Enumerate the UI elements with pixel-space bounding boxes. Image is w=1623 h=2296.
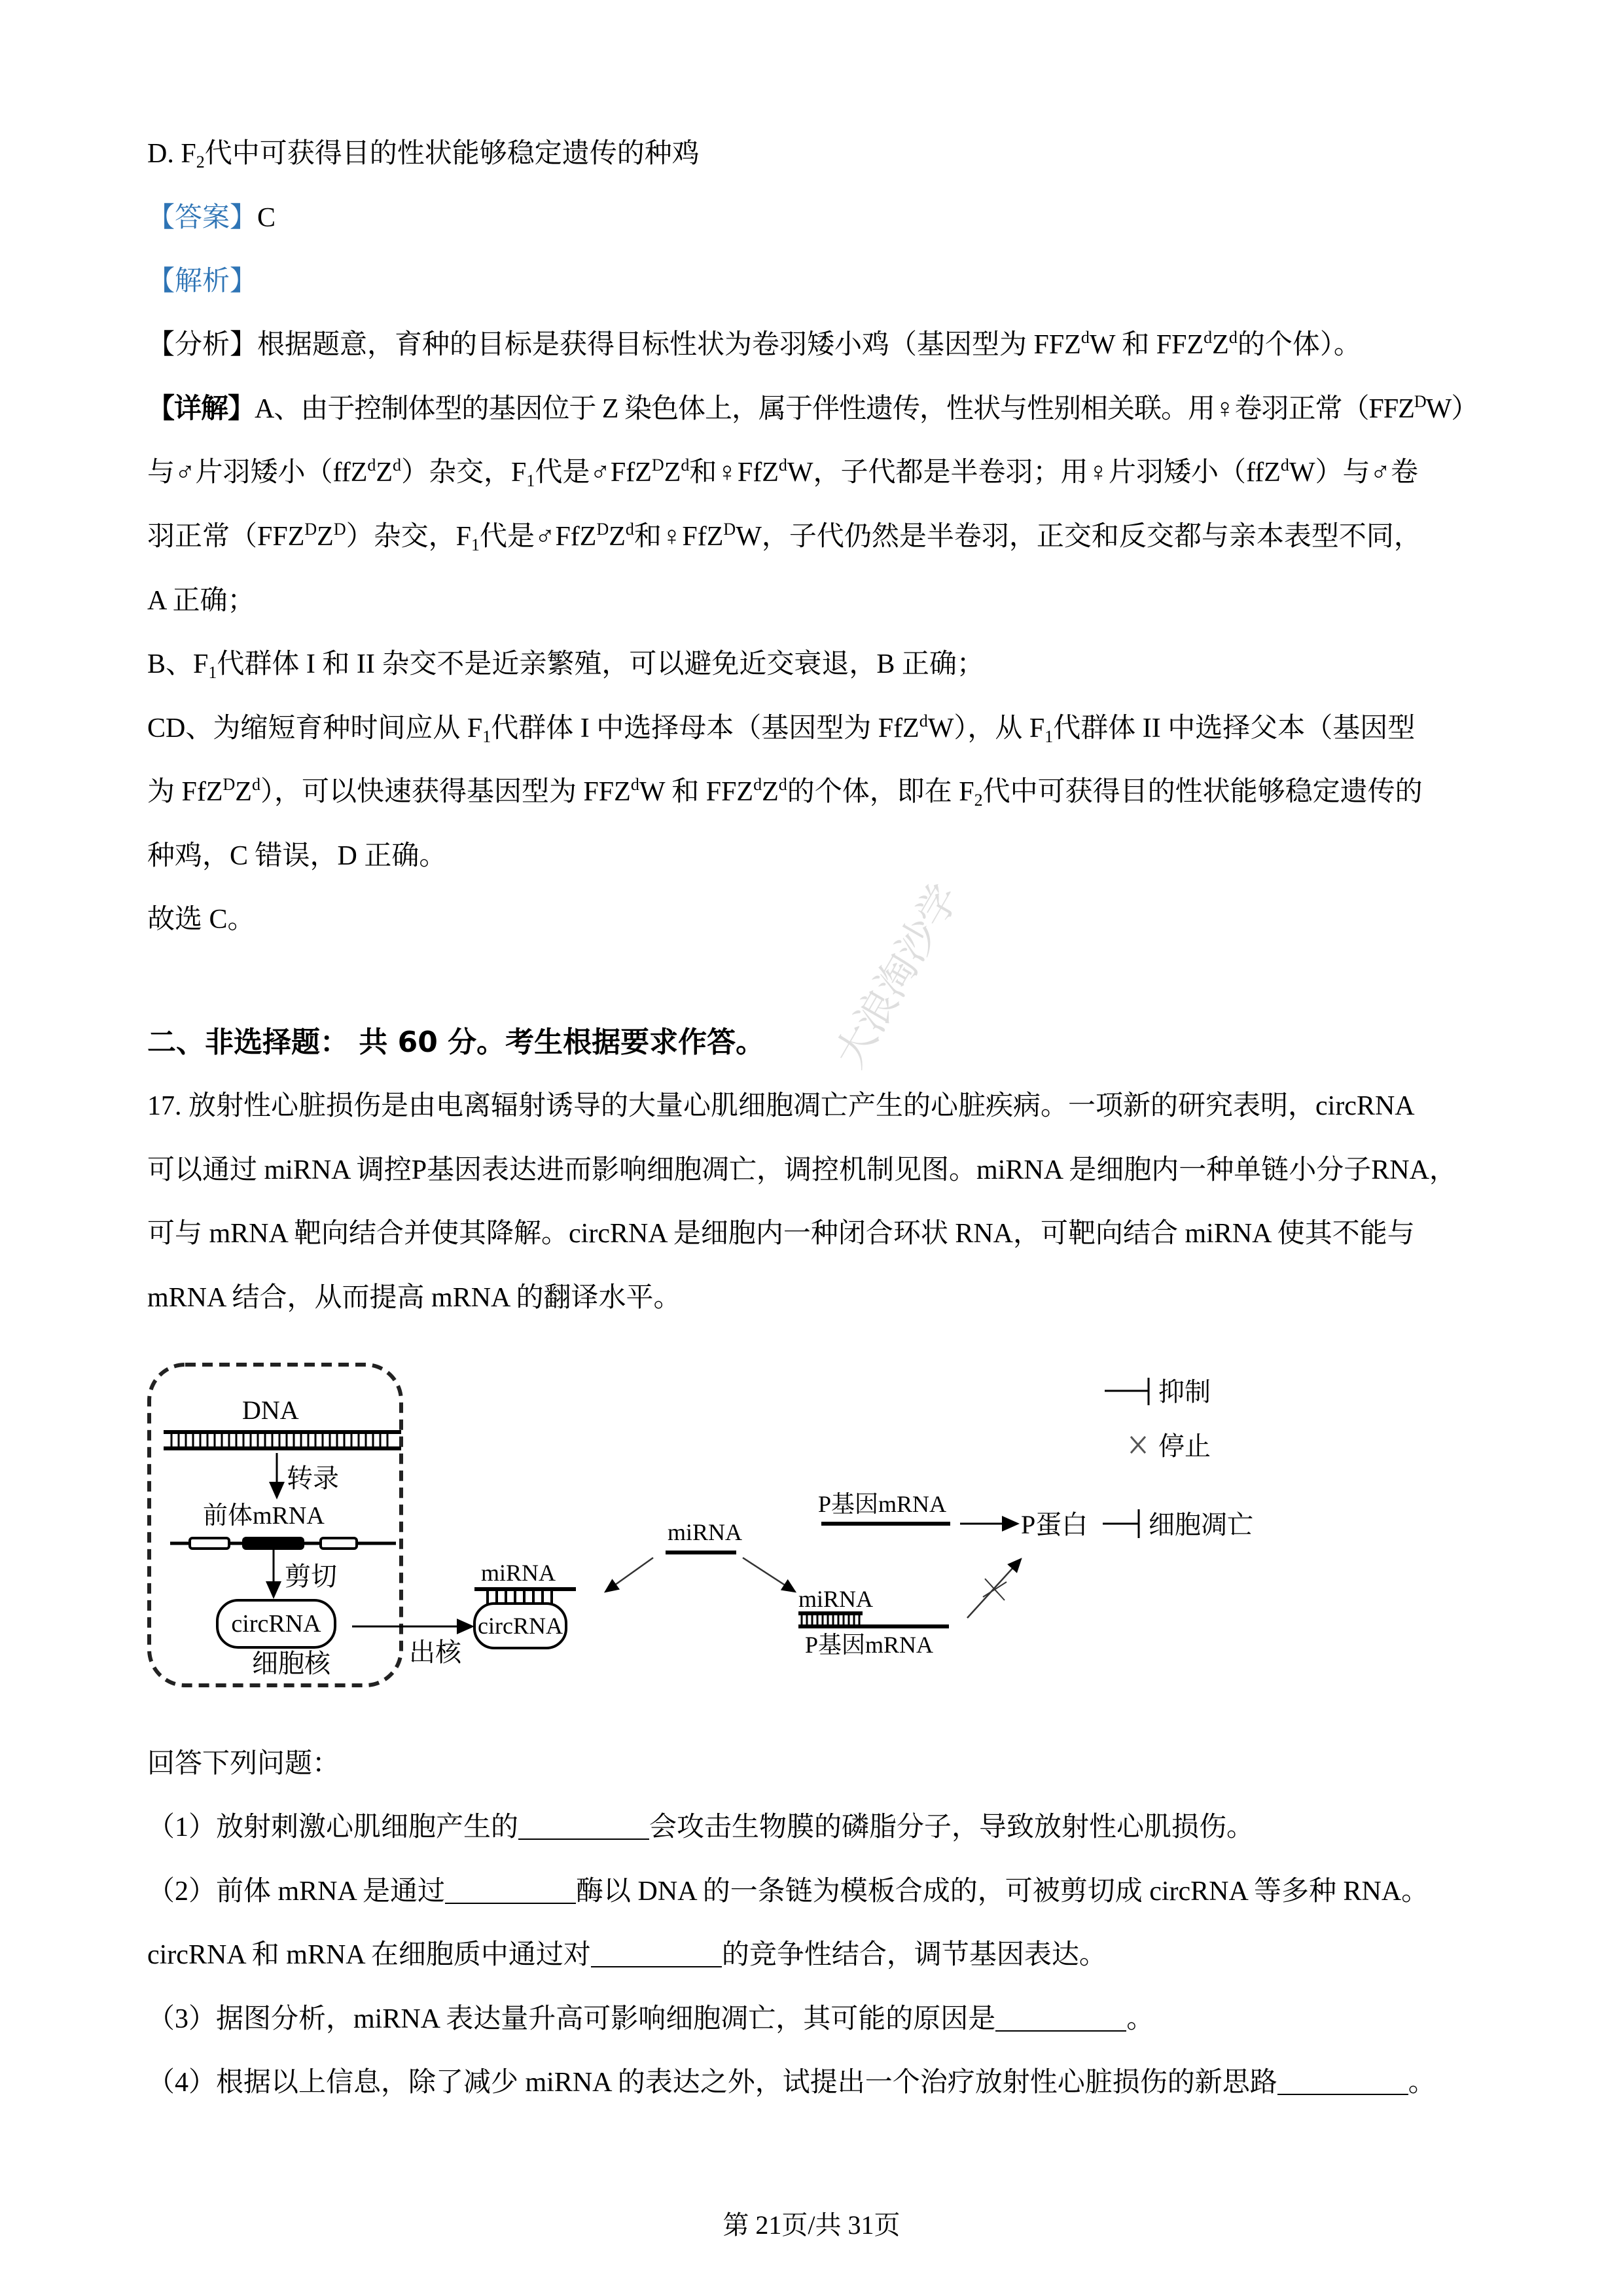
export-label: 出核 [409, 1638, 461, 1668]
legend-inhibit-icon [1105, 1378, 1149, 1405]
analysis-heading [147, 265, 257, 298]
text: 的个体，即在 F [787, 777, 974, 807]
text: 代群体 I 中选择母本（基因型为 FfZ [491, 713, 919, 744]
subscript: 1 [471, 535, 480, 554]
text: 和♀FfZ [689, 457, 779, 488]
free-mirna-label: miRNA [668, 1519, 743, 1545]
xiangjie-label: 【详解】 [147, 394, 255, 424]
answer-blank-4[interactable] [995, 2004, 1126, 2032]
text: 代是♂FfZ [535, 457, 652, 488]
sup: d [1080, 328, 1090, 347]
question-1 [147, 1811, 1254, 1844]
p-gene-mrna-label-2: P基因mRNA [805, 1632, 934, 1658]
sup: d [753, 775, 762, 794]
sup: D [1414, 392, 1426, 411]
text: 可与 mRNA 靶向结合并使其降解。circRNA 是细胞内一种闭合环状 RNA，可靶向结合 miRNA 使其不能与 [147, 1219, 1415, 1249]
apoptosis-label: 细胞凋亡 [1149, 1510, 1253, 1540]
sup: D [596, 520, 609, 539]
answer-blank-1[interactable] [518, 1812, 649, 1840]
text: 酶以 DNA 的一条链为模板合成的，可被剪切成 circRNA 等多种 RNA。 [576, 1876, 1429, 1907]
text: W），从 F [927, 713, 1045, 744]
answer-blank-3[interactable] [591, 1940, 722, 1967]
text: 和♀FfZ [633, 522, 724, 552]
questions-intro [147, 1748, 340, 1780]
text: B、F [147, 649, 209, 679]
text: Z [1212, 330, 1229, 360]
text: mRNA 结合，从而提高 mRNA 的翻译水平。 [147, 1283, 681, 1313]
text: 种鸡，C 错误，D 正确。 [147, 841, 447, 871]
xiangjie-line-8 [147, 840, 446, 872]
mirna-mrna-complex [798, 1613, 949, 1626]
text: 为 FfZ [147, 777, 223, 807]
dna-label: DNA [242, 1395, 299, 1425]
fenxi-label: 【分析】 [147, 330, 258, 360]
text: （4）根据以上信息，除了减少 miRNA 的表达之外，试提出一个治疗放射性心脏损伤的新思路 [147, 2068, 1277, 2098]
subscript: 2 [974, 791, 983, 810]
text: W，子代都是半卷羽；用♀片羽矮小（ffZ [787, 457, 1281, 488]
pre-mrna-label: 前体mRNA [203, 1502, 325, 1530]
sup: d [625, 520, 634, 539]
text: Z [235, 777, 252, 807]
q17-para-line-1 [147, 1090, 1415, 1122]
text: 代群体 II 中选择父本（基因型 [1053, 713, 1416, 744]
bound-mirna-label: miRNA [481, 1560, 556, 1586]
xiangjie-line-4 [147, 584, 255, 617]
xiangjie-line-6 [147, 712, 1415, 745]
fenxi-line [147, 329, 1361, 361]
splicing-label: 剪切 [285, 1562, 337, 1592]
text: Z [317, 522, 334, 552]
subscript: 1 [482, 727, 491, 746]
arrow-to-mrna [743, 1558, 795, 1592]
dna-double-strand [164, 1432, 401, 1448]
sup: d [778, 775, 787, 794]
xiangjie-line-3 [147, 520, 1421, 553]
subscript: 1 [526, 471, 535, 490]
sup: D [723, 520, 736, 539]
sup: D [651, 456, 664, 475]
text: （3）据图分析，miRNA 表达量升高可影响细胞凋亡，其可能的原因是 [147, 2004, 996, 2034]
answer-label: 【答案】 [147, 203, 258, 233]
q17-para-line-2 [147, 1154, 1457, 1187]
text: 根据题意，育种的目标是获得目标性状为卷羽矮小鸡（基因型为 FFZ [257, 330, 1081, 360]
text: 回答下列问题： [147, 1749, 340, 1779]
q17-para-line-4 [147, 1282, 681, 1314]
xiangjie-line-1 [147, 393, 1478, 425]
sup: d [251, 775, 260, 794]
text: ）杂交，F [401, 457, 527, 488]
sup: d [367, 456, 376, 475]
text: （2）前体 mRNA 是通过 [147, 1876, 446, 1907]
option-d [147, 137, 700, 170]
option-d-text: 代中可获得目的性状能够稳定遗传的种鸡 [204, 139, 700, 169]
xiangjie-line-7 [147, 776, 1423, 808]
text: ），可以快速获得基因型为 FFZ [260, 777, 631, 807]
sup: D [333, 520, 346, 539]
text: W） [1425, 394, 1478, 424]
text: circRNA 和 mRNA 在细胞质中通过对 [147, 1940, 591, 1970]
question-3 [147, 2003, 1154, 2036]
circrna-mirna-diagram [144, 1348, 1296, 1702]
arrow-to-circrna [605, 1558, 653, 1592]
sup: d [1228, 328, 1238, 347]
text: 与♂片羽矮小（ffZ [147, 457, 368, 488]
answer-line [147, 202, 276, 234]
xiangjie-line-9 [147, 903, 255, 936]
legend [1105, 1377, 1211, 1462]
text: 可以通过 miRNA 调控P基因表达进而影响细胞凋亡，调控机制见图。miRNA 是细胞内一种单链小分子RNA， [147, 1155, 1457, 1185]
subscript: 1 [208, 663, 217, 682]
p-protein-label: P蛋白 [1021, 1510, 1088, 1539]
inhibit-symbol [1103, 1509, 1139, 1538]
bound-mirna-label-2: miRNA [798, 1586, 874, 1612]
text: Z [609, 522, 626, 552]
sup: D [304, 520, 317, 539]
text: 。 [1408, 2068, 1436, 2098]
text: （1）放射刺激心肌细胞产生的 [147, 1812, 519, 1842]
answer-blank-5[interactable] [1277, 2068, 1408, 2095]
text: 代是♂FfZ [479, 522, 597, 552]
xiangjie-line-2 [147, 456, 1418, 489]
text: CD、为缩短育种时间应从 F [147, 713, 483, 744]
text: 会攻击生物膜的磷脂分子，导致放射性心肌损伤。 [649, 1812, 1255, 1842]
sup: d [1280, 456, 1289, 475]
answer-blank-2[interactable] [445, 1876, 576, 1904]
nucleus-label: 细胞核 [252, 1649, 330, 1679]
text: A、由于控制体型的基因位于 Z 染色体上，属于伴性遗传，性状与性别相关联。用♀卷羽正常（FFZ [255, 394, 1414, 424]
sup: d [393, 456, 402, 475]
text: Z [762, 777, 779, 807]
question-2-cont [147, 1939, 1107, 1971]
answer-value: C [257, 203, 276, 233]
text: 代群体 I 和 II 杂交不是近亲繁殖，可以避免近交衰退，B 正确； [217, 649, 984, 679]
legend-stop-icon [1131, 1437, 1145, 1453]
legend-stop-label: 停止 [1158, 1431, 1211, 1462]
watermark: 大浪淘沙学 [825, 876, 969, 1075]
text: 的个体）。 [1237, 330, 1361, 360]
text: 的竞争性结合，调节基因表达。 [721, 1940, 1107, 1970]
sup: d [630, 775, 639, 794]
text: 羽正常（FFZ [147, 522, 305, 552]
pre-mrna-strand [170, 1537, 396, 1550]
transcription-label: 转录 [287, 1463, 339, 1494]
sup: d [681, 456, 690, 475]
sup: D [223, 775, 236, 794]
text: W 和 FFZ [639, 777, 754, 807]
text: 代中可获得目的性状能够稳定遗传的 [982, 777, 1423, 807]
text: A 正确； [147, 586, 255, 616]
legend-inhibit-label: 抑制 [1158, 1377, 1211, 1407]
text: W）与♂卷 [1289, 457, 1419, 488]
subscript: 1 [1044, 727, 1054, 746]
circrna-cytoplasm-label: circRNA [478, 1613, 563, 1639]
text: W 和 FFZ [1089, 330, 1204, 360]
p-gene-mrna-label: P基因mRNA [818, 1491, 947, 1517]
sup: d [1204, 328, 1213, 347]
text: Z [664, 457, 681, 488]
page-footer [0, 2204, 1623, 2242]
sup: d [778, 456, 787, 475]
text: ）杂交，F [346, 522, 471, 552]
text: 故选 C。 [147, 905, 255, 935]
q17-para-line-3 [147, 1217, 1415, 1250]
xiangjie-line-5 [147, 648, 984, 681]
text: 17. 放射性心脏损伤是由电离辐射诱导的大量心肌细胞凋亡产生的心脏疾病。一项新的研究表明，circRNA [147, 1091, 1415, 1121]
subscript: 2 [196, 152, 205, 171]
circrna-label: circRNA [231, 1610, 321, 1638]
analysis-label: 【解析】 [147, 266, 258, 296]
question-4 [147, 2066, 1436, 2099]
section-title [147, 1026, 764, 1059]
text: W，子代仍然是半卷羽，正交和反交都与亲本表型不同， [736, 522, 1421, 552]
text: 。 [1126, 2004, 1154, 2034]
option-d-prefix: D. F [147, 139, 196, 169]
page-number: 第 21页/共 31页 [722, 2210, 901, 2240]
sup: d [919, 711, 928, 730]
section-title-text: 二、非选择题： 共 60 分。考生根据要求作答。 [147, 1026, 765, 1059]
text: Z [376, 457, 393, 488]
question-2 [147, 1875, 1429, 1908]
